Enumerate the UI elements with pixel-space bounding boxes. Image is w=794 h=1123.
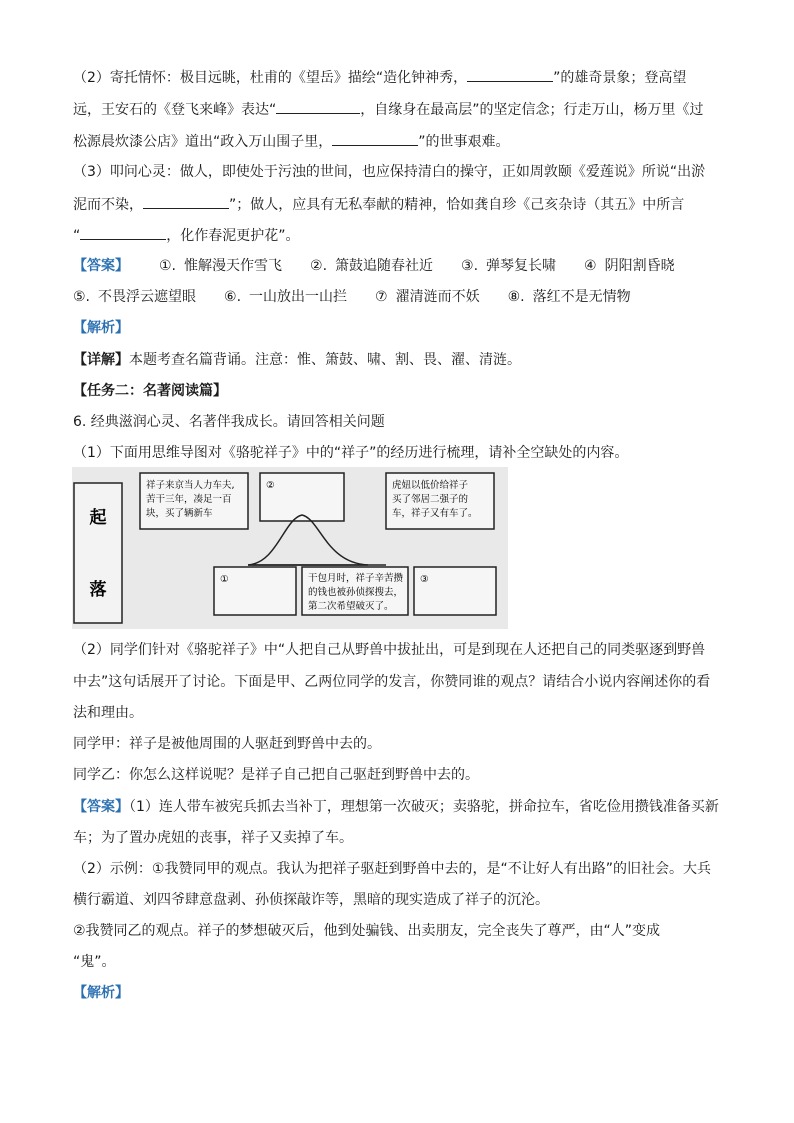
answer-tag: 【答案】	[73, 799, 129, 815]
q3-text: ，化作春泥更护花”。	[166, 228, 300, 244]
box-blank-1-label: ①	[220, 574, 229, 585]
answer-item-text: 弹琴复长啸	[486, 258, 557, 274]
answer-item-text: 一山放出一山拦	[249, 289, 348, 305]
box-blank-2-label: ②	[266, 480, 275, 491]
box-event-5-line-1: 干包月时，祥子辛苦攒	[308, 573, 404, 584]
answer-item	[73, 287, 196, 307]
student-b-statement: 同学乙：你怎么这样说呢？是祥子自己把自己驱赶到野兽中去的。	[73, 767, 479, 783]
answer2-line-3: （2）示例：①我赞同甲的观点。我认为把祥子驱赶到野兽中去的，是“不让好人有出路”的旧社会。大兵	[73, 861, 711, 877]
answer-item-number: ⑥.	[224, 289, 242, 305]
answer-item	[508, 287, 631, 307]
q2-line-3	[73, 131, 510, 152]
answer-items	[73, 289, 659, 305]
box-event-5-line-2: 的钱也被孙侦探搜去，	[308, 587, 404, 598]
answer-item-number: ①.	[159, 258, 177, 274]
answer-item	[224, 287, 347, 307]
q6-2-line-1: （2）同学们针对《骆驼祥子》中“人把自己从野兽中拔扯出，可是到现在人还把自己的同类驱逐到野兽	[73, 642, 706, 658]
answer-item-text: 阴阳割昏晓	[604, 258, 675, 274]
answer2-line-5: ②我赞同乙的观点。祥子的梦想破灭后，他到处骗钱、出卖朋友，完全丧失了尊严，由“人”变成	[73, 923, 661, 939]
q3-text: ”；做人，应具有无私奉献的精神，恰如龚自珍《己亥杂诗（其五》中所言	[229, 197, 685, 213]
box-event-3-line-3: 车，祥子又有车了。	[392, 508, 478, 519]
answer-item-text: 惟解漫天作雪飞	[184, 258, 283, 274]
box-event-5-line-3: 第二次希望破灭了。	[308, 601, 394, 612]
q2-line-1	[73, 67, 686, 88]
answer-blank	[276, 99, 360, 114]
q3-line-3	[73, 225, 300, 246]
q3-text: “	[73, 228, 81, 244]
answer-item-number: ⑤.	[73, 289, 91, 305]
detail-line	[73, 350, 521, 370]
answer-blank	[332, 131, 418, 146]
answer-item-number: ②.	[310, 258, 328, 274]
answer-item-number: ④	[584, 258, 597, 274]
side-label-bottom: 落	[89, 580, 107, 600]
answer-item-text: 不畏浮云遮望眼	[98, 289, 197, 305]
q3-line-2	[73, 194, 684, 215]
answer-item	[310, 256, 433, 276]
answer-item-number: ③.	[461, 258, 479, 274]
q2-text: ”的雄奇景象；登高望	[553, 70, 687, 86]
answer-blank	[80, 225, 166, 240]
q6-line-2: （1）下面用思维导图对《骆驼祥子》中的“祥子”的经历进行梳理，请补全空缺处的内容。	[73, 445, 629, 461]
q3-text: 泥而不染，	[73, 197, 143, 213]
box-blank-3-label: ③	[420, 574, 429, 585]
box-event-1-line-3: 块，买了辆新车	[146, 508, 213, 519]
answer-item	[584, 256, 675, 276]
side-box	[74, 483, 122, 623]
q2-text: 远，王安石的《登飞来峰》表达“	[73, 102, 277, 118]
answer-item-text: 箫鼓追随春社近	[335, 258, 434, 274]
answer-item-text: 濯清涟而不妖	[395, 289, 480, 305]
answer-blank	[467, 67, 553, 82]
answer-items	[159, 258, 703, 274]
task2-title: 【任务二：名著阅读篇】	[73, 383, 227, 399]
mind-map-figure	[72, 467, 508, 629]
analysis-tag-2: 【解析】	[73, 985, 129, 1001]
analysis-tag: 【解析】	[73, 320, 129, 336]
answer2-line-6: “鬼”。	[73, 954, 116, 970]
q2-text: （2）寄托情怀：极目远眺，杜甫的《望岳》描绘“造化钟神秀，	[73, 70, 468, 86]
q2-text: ”的世事艰难。	[418, 134, 510, 150]
side-label-top: 起	[89, 508, 107, 528]
box-event-1-line-1: 祥子来京当人力车夫,	[146, 480, 235, 491]
answer-item-number: ⑧.	[507, 289, 525, 305]
detail-tag: 【详解】	[73, 352, 129, 368]
q2-line-2	[73, 99, 704, 120]
q2-text: 松源晨炊漆公店》道出“政入万山围子里，	[73, 134, 333, 150]
detail-text: 本题考查名篇背诵。注意：惟、箫鼓、啸、割、畏、濯、清涟。	[129, 352, 521, 368]
answer2-line-1	[73, 797, 719, 817]
answer2-line-2: 车；为了置办虎妞的丧事，祥子又卖掉了车。	[73, 830, 353, 846]
q2-text: ，自缘身在最高层”的坚定信念；行走万山，杨万里《过	[360, 102, 704, 118]
answer-item	[375, 287, 480, 307]
answer-line-1	[73, 256, 703, 276]
q6-2-line-3: 法和理由。	[73, 705, 143, 721]
q6-2-line-2: 中去”这句话展开了讨论。下面是甲、乙两位同学的发言，你赞同谁的观点？请结合小说内容阐述你的看	[73, 674, 711, 690]
answer-item	[461, 256, 556, 276]
answer-item	[159, 256, 282, 276]
box-event-3-line-1: 虎妞以低价给祥子	[392, 480, 469, 491]
student-a-statement: 同学甲：祥子是被他周围的人驱赶到野兽中去的。	[73, 736, 381, 752]
answer-item-text: 落红不是无情物	[532, 289, 631, 305]
q3-line-1: （3）叩问心灵：做人，即使处于污浊的世间，也应保持清白的操守，正如周敦颐《爱莲说》所说“出淤	[73, 164, 706, 180]
answer-blank	[143, 194, 229, 209]
rise-fall-curve	[248, 515, 368, 565]
answer2-line-4: 横行霸道、刘四爷肆意盘剥、孙侦探敲诈等，黑暗的现实造成了祥子的沉沦。	[73, 892, 549, 908]
q6-line-1: 6. 经典滋润心灵、名著伴我成长。请回答相关问题	[73, 414, 385, 430]
answer-item-number: ⑦	[375, 289, 388, 305]
box-event-3-line-2: 买了邻居二强子的	[392, 494, 469, 505]
answer2-text: （1）连人带车被宪兵抓去当补丁，理想第一次破灭；卖骆驼，拼命拉车，省吃俭用攒钱准备买新	[129, 799, 719, 815]
mind-map-diagram	[72, 467, 508, 629]
box-event-1-line-2: 苦干三年，凑足一百	[146, 494, 232, 505]
answer-line-2	[73, 287, 659, 307]
answer-tag: 【答案】	[73, 258, 129, 274]
